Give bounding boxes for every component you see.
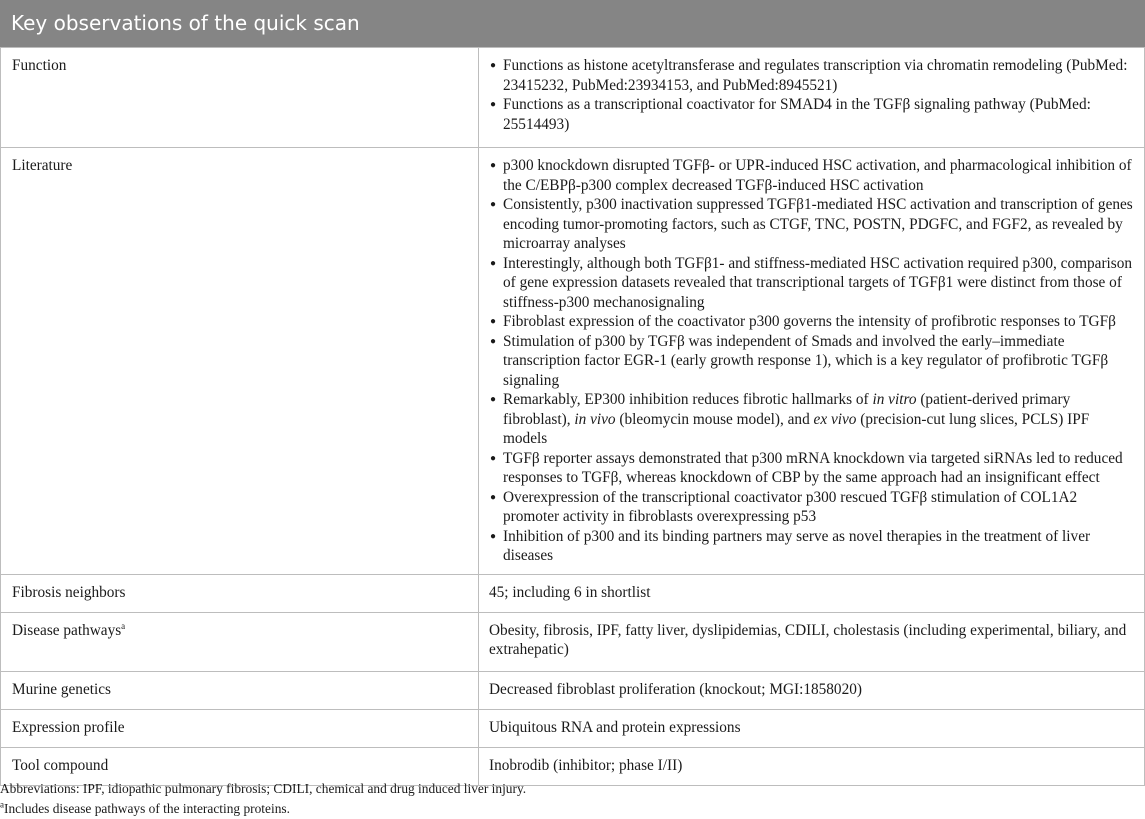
row-label: Murine genetics: [1, 671, 479, 709]
list-item: ● Fibroblast expression of the coactivator p300 governs the intensity of profibrotic responses to TGFβ: [489, 312, 1136, 332]
row-expression-profile: [1, 709, 1145, 747]
list-item: ● p300 knockdown disrupted TGFβ- or UPR-induced HSC activation, and pharmacological inhibition of the C/EBPβ-p300 complex decreased TGFβ-induced HSC activation: [489, 156, 1136, 195]
row-content: 45; including 6 in shortlist: [479, 574, 1145, 612]
table-footnotes: [0, 779, 1145, 819]
text-segment: (bleomycin mouse model), and: [615, 410, 814, 428]
list-item: ● Functions as a transcriptional coactivator for SMAD4 in the TGFβ signaling pathway (PubMed: 25514493): [489, 95, 1136, 134]
observations-grid: [0, 47, 1145, 786]
list-item: ● TGFβ reporter assays demonstrated that p300 mRNA knockdown via targeted siRNAs led to reduced responses to TGFβ, whereas knockdown of CBP by the same approach had an insignificant effect: [489, 449, 1136, 488]
italic-term: in vitro: [872, 391, 917, 408]
row-content: Obesity, fibrosis, IPF, fatty liver, dyslipidemias, CDILI, cholestasis (including experimental, biliary, and extrahepatic): [479, 612, 1145, 671]
list-item: ● Interestingly, although both TGFβ1- and stiffness-mediated HSC activation required p300, comparison of gene expression datasets revealed that transcriptional targets of TGFβ1 were distinct from those of stiffness-p300 mechanosignaling: [489, 254, 1136, 313]
text-segment: Remarkably, EP300 inhibition reduces fibrotic hallmarks of: [503, 391, 873, 408]
row-label: [1, 612, 479, 671]
footnote-marker: a: [0, 799, 4, 810]
text-segment: (precision-cut lung slices, PCLS) IPF models: [503, 410, 1090, 447]
italic-term: in vivo: [574, 410, 616, 428]
row-label: Literature: [1, 148, 479, 575]
row-literature: [1, 148, 1145, 575]
list-item: ● Consistently, p300 inactivation suppressed TGFβ1-mediated HSC activation and transcription of genes encoding tumor-promoting factors, such as CTGF, TNC, POSTN, PDGFC, and FGF2, as revealed by microarray analyses: [489, 195, 1136, 254]
row-content: Inobrodib (inhibitor; phase I/II): [479, 747, 1145, 785]
row-label: Expression profile: [1, 709, 479, 747]
row-label: Function: [1, 48, 479, 148]
row-fibrosis-neighbors: [1, 574, 1145, 612]
footnote-text: Includes disease pathways of the interacting proteins.: [4, 801, 290, 816]
row-label: Fibrosis neighbors: [1, 574, 479, 612]
list-item: ● Inhibition of p300 and its binding partners may serve as novel therapies in the treatment of liver diseases: [489, 527, 1136, 566]
row-content: Decreased fibroblast proliferation (knockout; MGI:1858020): [479, 671, 1145, 709]
row-murine-genetics: [1, 671, 1145, 709]
abbreviations-note: Abbreviations: IPF, idiopathic pulmonary fibrosis; CDILI, chemical and drug induced liver injury.: [0, 781, 527, 796]
footnote-marker: a: [121, 620, 126, 631]
footnote-a: [0, 799, 1145, 819]
list-item: ● Stimulation of p300 by TGFβ was independent of Smads and involved the early–immediate transcription factor EGR-1 (early growth response 1), which is a key regulator of profibrotic TGFβ signaling: [489, 332, 1136, 391]
list-item: ● Functions as histone acetyltransferase and regulates transcription via chromatin remodeling (PubMed: 23415232, PubMed:23934153, and PubMed:8945521): [489, 56, 1136, 95]
row-content: Ubiquitous RNA and protein expressions: [479, 709, 1145, 747]
italic-term: ex vivo: [813, 410, 857, 428]
table-title: Key observations of the quick scan: [0, 0, 1145, 47]
text-segment: (patient-derived primary fibroblast),: [503, 391, 1071, 428]
row-label: Tool compound: [1, 747, 479, 785]
list-item: ● Overexpression of the transcriptional coactivator p300 rescued TGFβ stimulation of COL1A2 promoter activity in fibroblasts overexpressing p53: [489, 488, 1136, 527]
row-content: [479, 48, 1145, 148]
row-disease-pathways: [1, 612, 1145, 671]
row-function: [1, 48, 1145, 148]
list-item: [489, 390, 1136, 449]
label-text: Disease pathways: [12, 621, 122, 639]
row-content: [479, 148, 1145, 575]
